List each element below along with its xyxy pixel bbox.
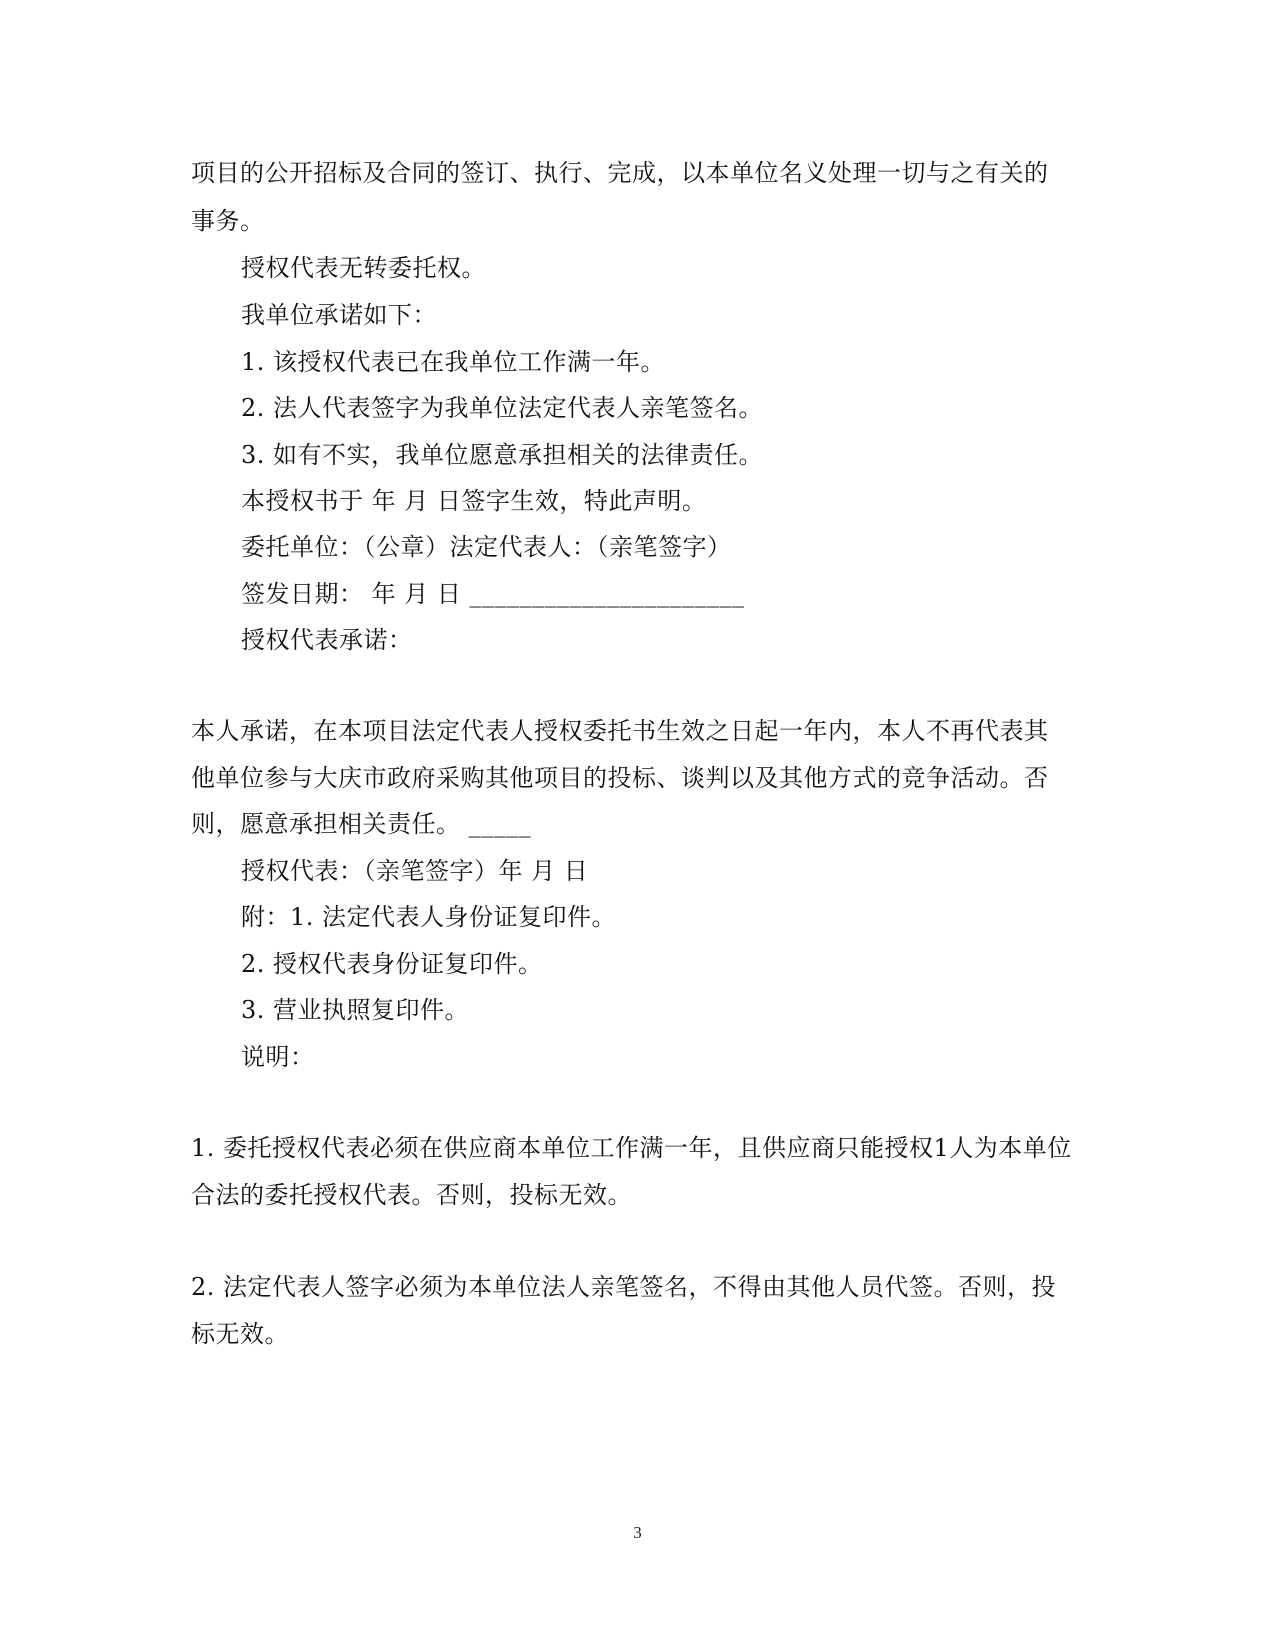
section-heading: 说明： bbox=[241, 1043, 315, 1071]
list-item: 2. 法人代表签字为我单位法定代表人亲笔签名。 bbox=[241, 394, 764, 422]
paragraph-line: 项目的公开招标及合同的签订、执行、完成，以本单位名义处理一切与之有关的 bbox=[191, 159, 1049, 187]
list-item: 1. 该授权代表已在我单位工作满一年。 bbox=[241, 348, 666, 376]
date-line: 签发日期： 年 月 日 ______________________ bbox=[241, 580, 745, 608]
note-item: 标无效。 bbox=[191, 1320, 289, 1348]
paragraph-line: 我单位承诺如下： bbox=[241, 301, 437, 329]
attachment-item: 2. 授权代表身份证复印件。 bbox=[241, 950, 543, 978]
paragraph-line: 本授权书于 年 月 日签字生效，特此声明。 bbox=[241, 487, 707, 515]
list-item: 3. 如有不实，我单位愿意承担相关的法律责任。 bbox=[241, 441, 764, 469]
paragraph-line: 则，愿意承担相关责任。 _____ bbox=[191, 810, 532, 838]
signature-line: 授权代表：（亲笔签字）年 月 日 bbox=[241, 857, 589, 885]
note-item: 1. 委托授权代表必须在供应商本单位工作满一年，且供应商只能授权1人为本单位 bbox=[191, 1134, 1072, 1162]
note-item: 合法的委托授权代表。否则，投标无效。 bbox=[191, 1181, 632, 1209]
note-item: 2. 法定代表人签字必须为本单位法人亲笔签名，不得由其他人员代签。否则，投 bbox=[191, 1273, 1057, 1301]
paragraph-line: 他单位参与大庆市政府采购其他项目的投标、谈判以及其他方式的竞争活动。否 bbox=[191, 764, 1049, 792]
paragraph-line: 事务。 bbox=[191, 207, 265, 235]
section-heading: 授权代表承诺： bbox=[241, 626, 413, 654]
paragraph-line: 授权代表无转委托权。 bbox=[241, 254, 486, 282]
attachment-item: 附：1. 法定代表人身份证复印件。 bbox=[241, 903, 617, 931]
page-number: 3 bbox=[633, 1523, 642, 1542]
attachment-item: 3. 营业执照复印件。 bbox=[241, 996, 470, 1024]
signature-line: 委托单位：（公章）法定代表人：（亲笔签字） bbox=[241, 533, 732, 561]
paragraph-line: 本人承诺，在本项目法定代表人授权委托书生效之日起一年内，本人不再代表其 bbox=[191, 717, 1049, 745]
